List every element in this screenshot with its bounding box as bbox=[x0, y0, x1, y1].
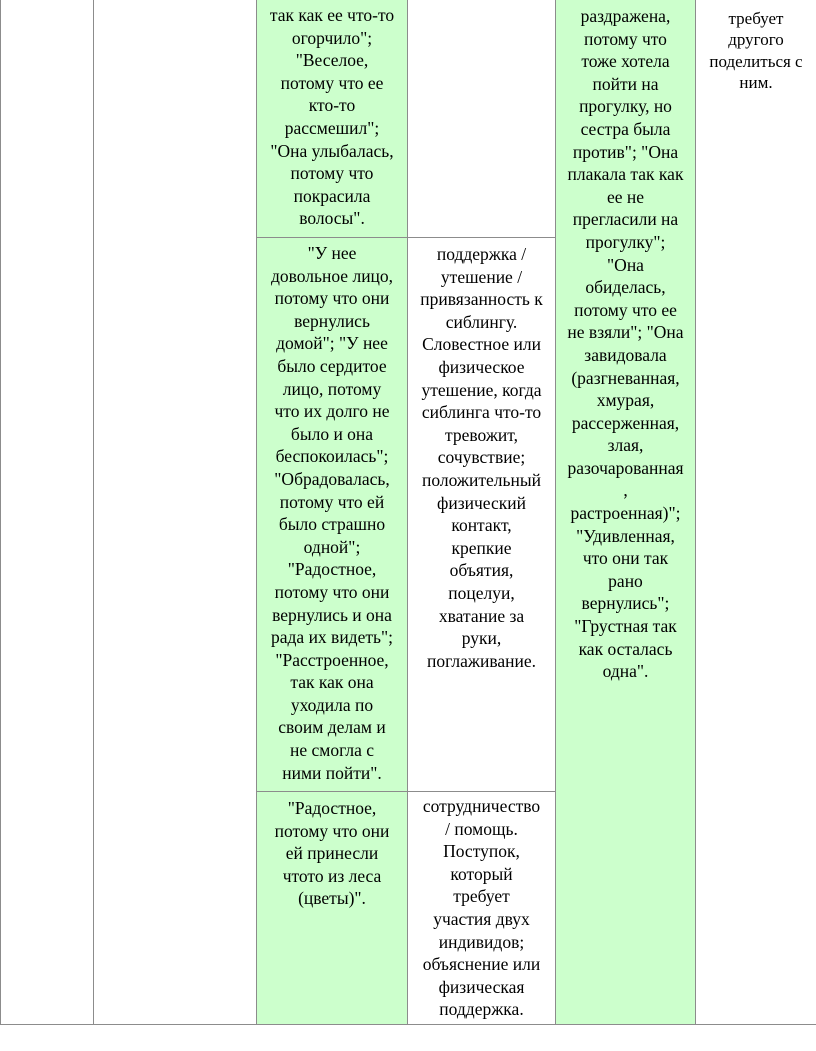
cell-text: "Радостное, потому что они ей принесли чтото из леса (цветы)". bbox=[274, 798, 390, 909]
text-cell-col1-row1 bbox=[257, 0, 407, 237]
column-rule bbox=[695, 0, 696, 1024]
row-rule bbox=[256, 237, 556, 238]
column-rule bbox=[407, 0, 408, 1024]
cell-text: "У нее довольное лицо, потому что они вернулись домой"; "У нее было сердитое лицо, потому что их долго не было и она беспокоилась"; "Обрадовалась, потому что ей было страшно одной"; "Радостное, потому что они вернулись и она рада их видеть"; "Расстроенное, так как она уходила по своим делам и не смогла с ними пойти". bbox=[270, 243, 394, 783]
column-rule bbox=[0, 0, 1, 1024]
cell-text: поддержка / утешение / привязанность к сиблингу. Словестное или физическое утешение, когда сиблинга что-то тревожит, сочувствие; положительный физический контакт, крепкие объятия, поцелуи, хватание за руки, поглаживание. bbox=[420, 244, 543, 671]
column-rule bbox=[93, 0, 94, 1024]
text-cell-col2-row2 bbox=[408, 238, 555, 791]
text-cell-col4 bbox=[696, 0, 816, 1024]
text-cell-col2-row3 bbox=[408, 792, 555, 1024]
table-bottom-rule bbox=[0, 1024, 816, 1025]
cell-text: требует другого поделиться с ним. bbox=[709, 9, 803, 93]
column-rule bbox=[256, 0, 257, 1024]
cell-text: сотрудничество / помощь. Поступок, который требует участия двух индивидов; объяснение или физическая поддержка. bbox=[422, 796, 541, 1020]
cell-text: так как ее что-то огорчило"; "Веселое, потому что ее кто-то рассмешил"; "Она улыбалась, потому что покрасила волосы". bbox=[269, 5, 395, 229]
text-cell-col3 bbox=[556, 0, 695, 1024]
text-cell-col1-row3 bbox=[257, 792, 407, 1024]
column-rule bbox=[555, 0, 556, 1024]
cell-text: раздражена, потому что тоже хотела пойти на прогулку, но сестра была против"; "Она плакала так как ее не прегласили на прогулку"; "Она обиделась, потому что ее не взяли"; "Она завидовала (разгневанная, хмурая, рассерженная, злая, разочарованная , растроенная)"; "Удивленная, что они так рано вернулись"; "Грустная так как осталась одна". bbox=[567, 6, 684, 682]
row-rule bbox=[256, 791, 556, 792]
text-cell-col1-row2 bbox=[257, 238, 407, 791]
text-cell-col2-row1 bbox=[408, 0, 555, 237]
